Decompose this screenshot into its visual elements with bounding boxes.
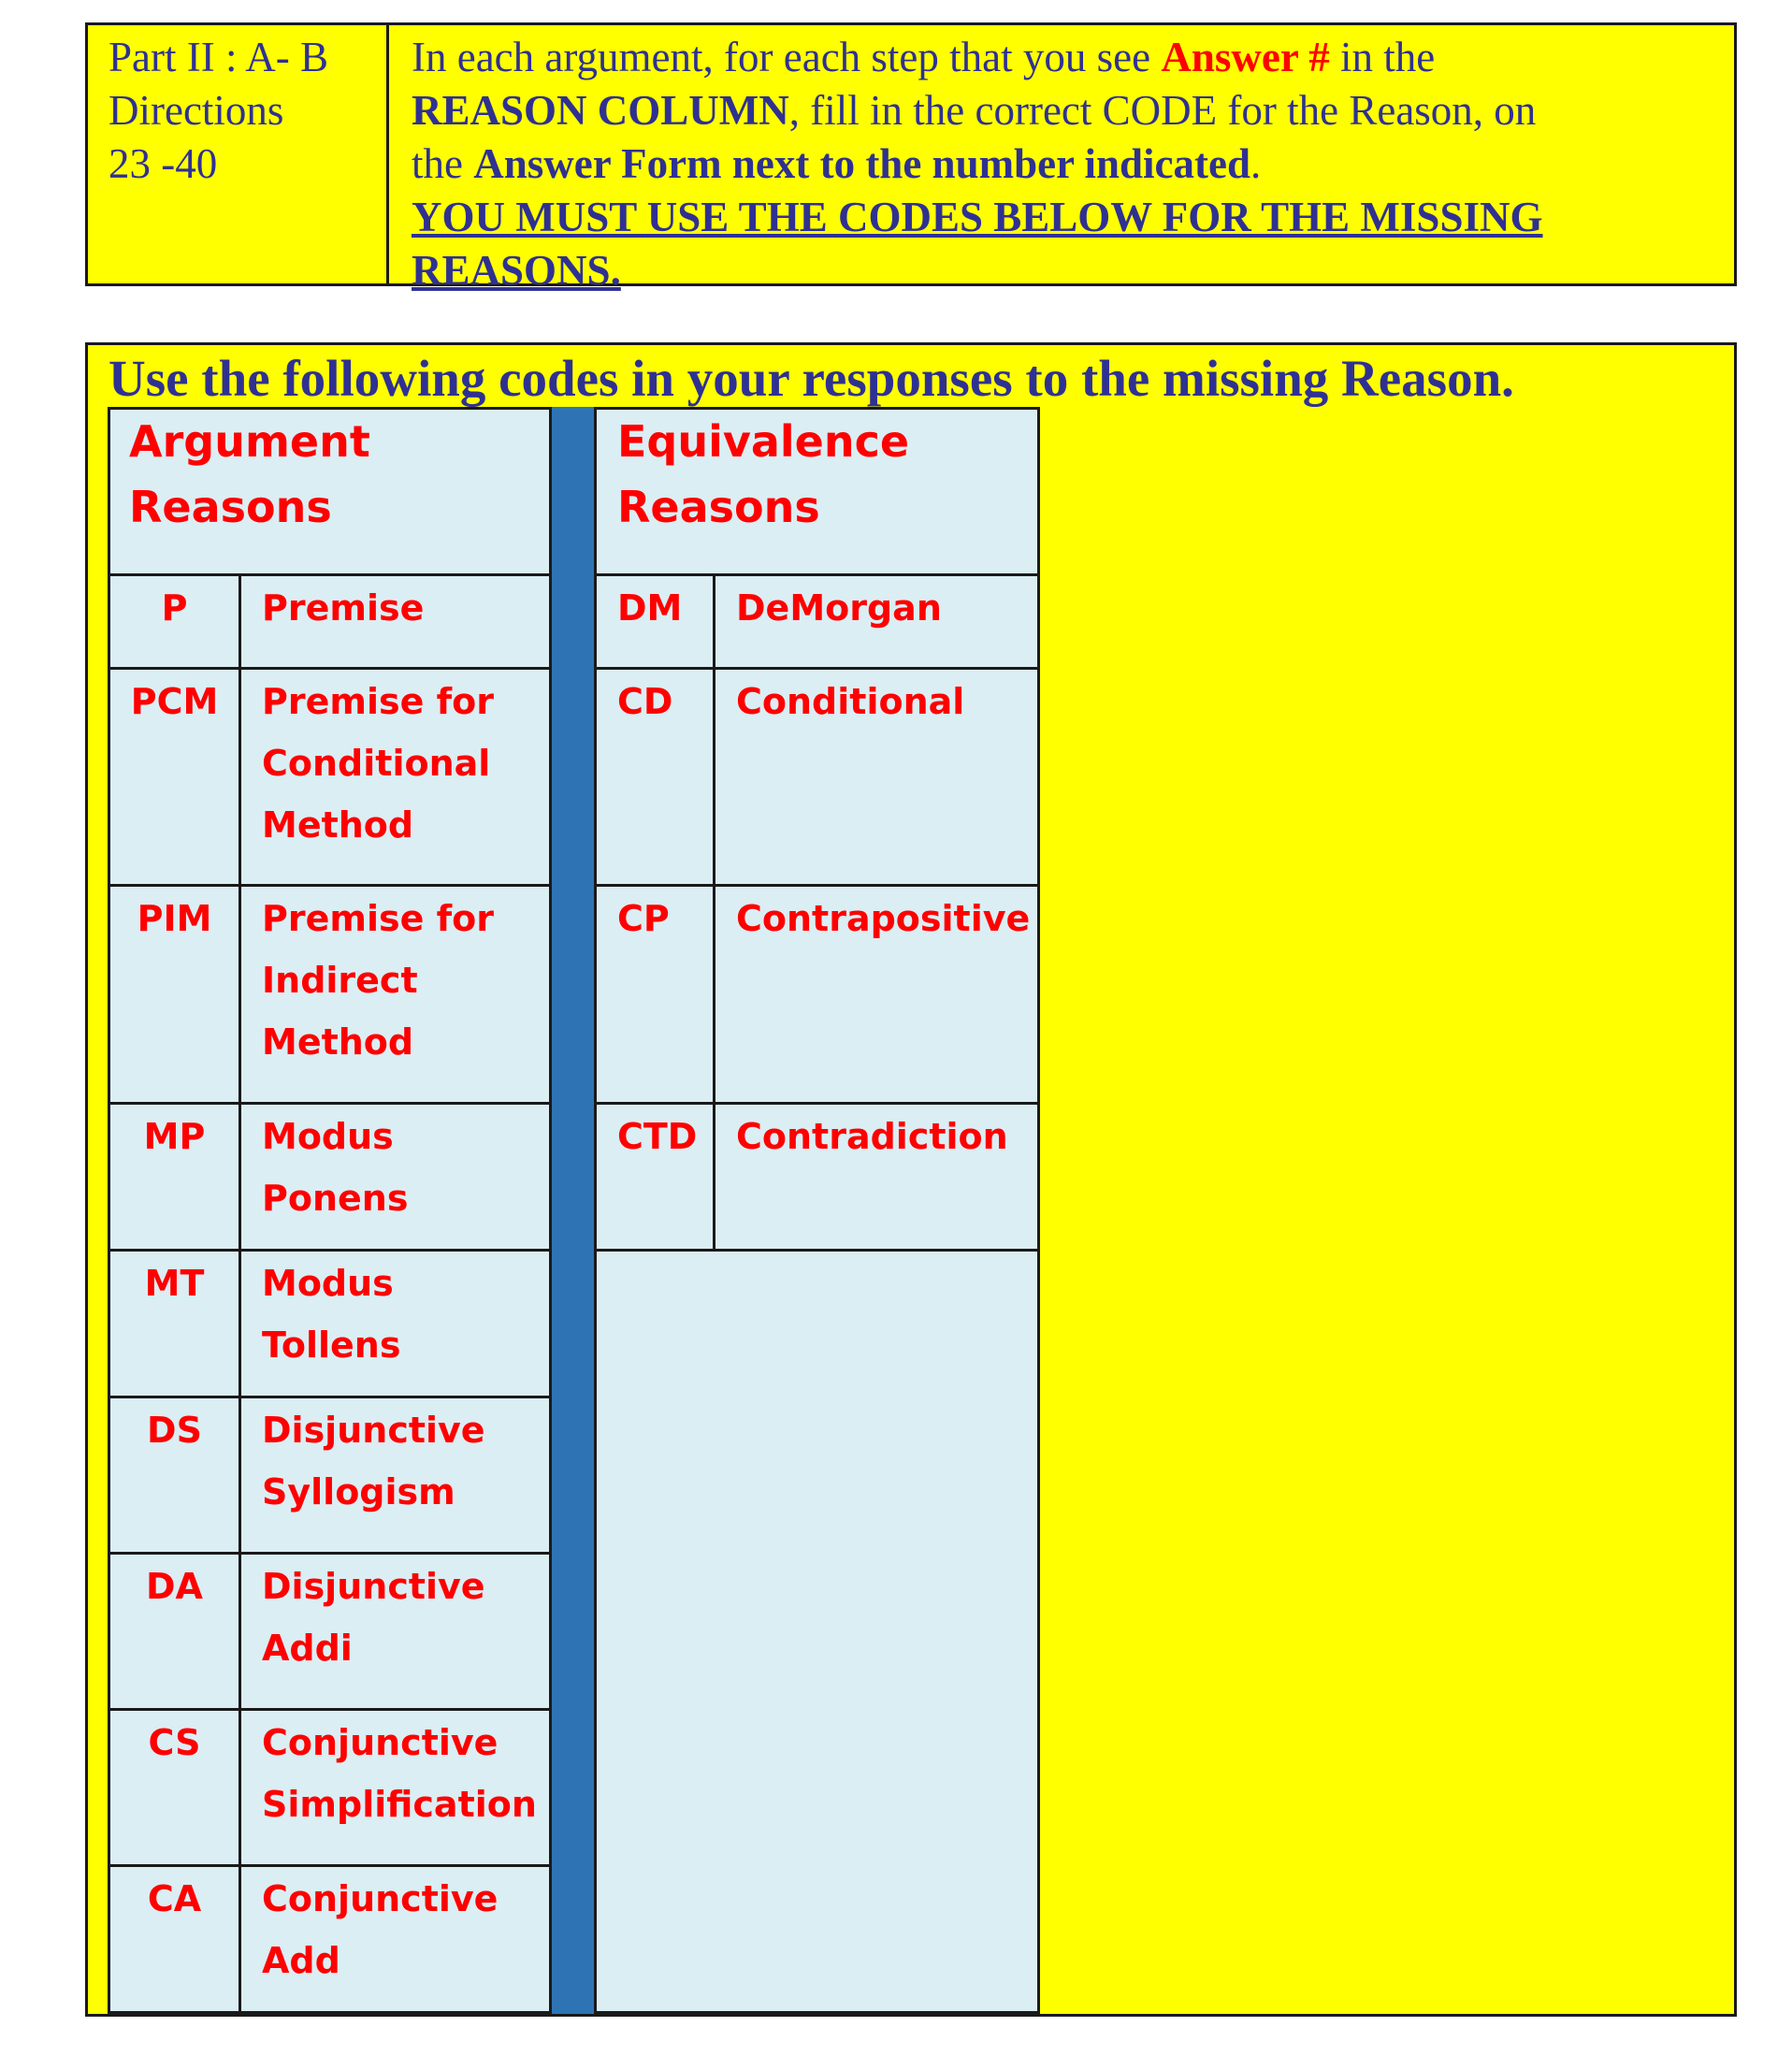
argument-row-code: PCM: [130, 681, 219, 722]
argument-row-divider: [108, 1864, 552, 1867]
equivalence-row-description: [736, 577, 942, 639]
argument-row-divider: [108, 667, 552, 670]
equivalence-end-border: [594, 1249, 1040, 1252]
answer-form: Answer Form next to the number indicated: [473, 140, 1251, 187]
argument-row-code: P: [161, 587, 188, 629]
argument-row-description: [262, 1868, 498, 1991]
argument-row-description: [262, 1712, 537, 1835]
argument-row-description: [262, 1399, 485, 1523]
directions-box: [85, 22, 1737, 294]
equivalence-row-divider: [594, 573, 1040, 576]
codes-table: [108, 407, 1040, 2014]
argument-row-divider: [108, 884, 552, 887]
argument-row-description: [262, 1556, 485, 1679]
argument-row-code: CS: [148, 1722, 201, 1763]
equivalence-top-border: [594, 407, 1040, 410]
argument-row-description-line: Premise for: [262, 681, 494, 722]
argument-row-divider: [108, 1249, 552, 1252]
argument-row-description-line: Conjunctive: [262, 1878, 499, 1919]
argument-row-description-line: Modus: [262, 1263, 394, 1304]
argument-row-divider: [108, 573, 552, 576]
argument-row-divider: [108, 1708, 552, 1711]
equivalence-code-divider: [713, 573, 715, 1249]
directions-label: Directions: [108, 87, 284, 134]
argument-row-description-line: Disjunctive: [262, 1566, 485, 1607]
directions-label-cell: [88, 25, 389, 283]
directions-line-5: REASONS.: [412, 247, 621, 294]
equivalence-left-border: [594, 407, 597, 2014]
equivalence-row-code: CTD: [617, 1116, 698, 1157]
question-range: 23 -40: [108, 140, 218, 187]
directions-line-4: YOU MUST USE THE CODES BELOW FOR THE MISSING: [412, 194, 1543, 240]
equivalence-row-code: CD: [617, 681, 673, 722]
argument-row-code: DA: [146, 1566, 203, 1607]
argument-code-divider: [238, 573, 241, 2014]
argument-row-description-line: Conditional: [262, 743, 491, 784]
argument-row-description: [262, 671, 494, 856]
equivalence-row-divider: [594, 884, 1040, 887]
argument-row-divider: [108, 1396, 552, 1398]
reason-column: REASON COLUMN: [412, 87, 789, 134]
equivalence-row-divider: [594, 1102, 1040, 1105]
argument-row-description-line: Premise for: [262, 898, 494, 939]
column-divider-bar: [551, 407, 594, 2014]
answer-hash: Answer #: [1161, 34, 1330, 80]
table-border-right: [1037, 407, 1040, 2014]
argument-row-description-line: Method: [262, 1021, 414, 1063]
equivalence-row-code: CP: [617, 898, 670, 939]
equivalence-header: Equivalence Reasons: [617, 416, 910, 532]
argument-row-description-line: Simplification: [262, 1784, 537, 1825]
directions-line-1: In each argument, for each step that you see Answer # in the: [412, 34, 1436, 80]
argument-row-description-line: Indirect: [262, 960, 418, 1001]
argument-row-description-line: Method: [262, 804, 414, 846]
equivalence-row-description: [736, 671, 964, 732]
equivalence-bottom-border: [594, 2011, 1040, 2014]
argument-right-border: [549, 407, 552, 2014]
argument-row-description-line: Premise: [262, 587, 425, 629]
argument-row-description-line: Add: [262, 1940, 340, 1981]
equivalence-row-description-line: DeMorgan: [736, 587, 942, 629]
argument-row-divider: [108, 1102, 552, 1105]
equivalence-row-description-line: Contrapositive: [736, 898, 1031, 939]
equivalence-row-description-line: Contradiction: [736, 1116, 1008, 1157]
codes-title: Use the following codes in your responses to the missing Reason.: [108, 350, 1514, 407]
argument-row-description: [262, 1106, 408, 1229]
directions-text-cell: [412, 31, 1721, 297]
argument-row-divider: [108, 1552, 552, 1555]
part-label: Part II : A- B: [108, 34, 328, 80]
argument-row-description: [262, 1252, 400, 1376]
argument-row-description-line: Syllogism: [262, 1471, 455, 1513]
argument-top-border: [108, 407, 552, 410]
argument-row-description-line: Ponens: [262, 1178, 409, 1219]
argument-row-code: CA: [147, 1878, 202, 1919]
argument-row-description: [262, 577, 424, 639]
equivalence-row-divider: [594, 667, 1040, 670]
argument-row-description-line: Addi: [262, 1628, 353, 1669]
argument-row-code: MP: [143, 1116, 206, 1157]
equivalence-row-description: [736, 888, 1030, 949]
argument-row-description-line: Modus: [262, 1116, 394, 1157]
argument-bottom-border: [108, 2011, 552, 2014]
equivalence-row-description-line: Conditional: [736, 681, 965, 722]
argument-row-code: MT: [144, 1263, 205, 1304]
argument-header: Argument Reasons: [129, 416, 370, 532]
equivalence-row-code: DM: [617, 587, 683, 629]
argument-row-code: PIM: [137, 898, 212, 939]
directions-line-3: the Answer Form next to the number indicated.: [412, 140, 1262, 187]
equivalence-row-description: [736, 1106, 1008, 1167]
argument-row-description: [262, 888, 494, 1073]
argument-row-description-line: Tollens: [262, 1325, 401, 1366]
argument-row-description-line: Conjunctive: [262, 1722, 499, 1763]
argument-row-code: DS: [147, 1410, 202, 1451]
directions-line-2: REASON COLUMN, fill in the correct CODE for the Reason, on: [412, 87, 1537, 134]
argument-row-description-line: Disjunctive: [262, 1410, 485, 1451]
